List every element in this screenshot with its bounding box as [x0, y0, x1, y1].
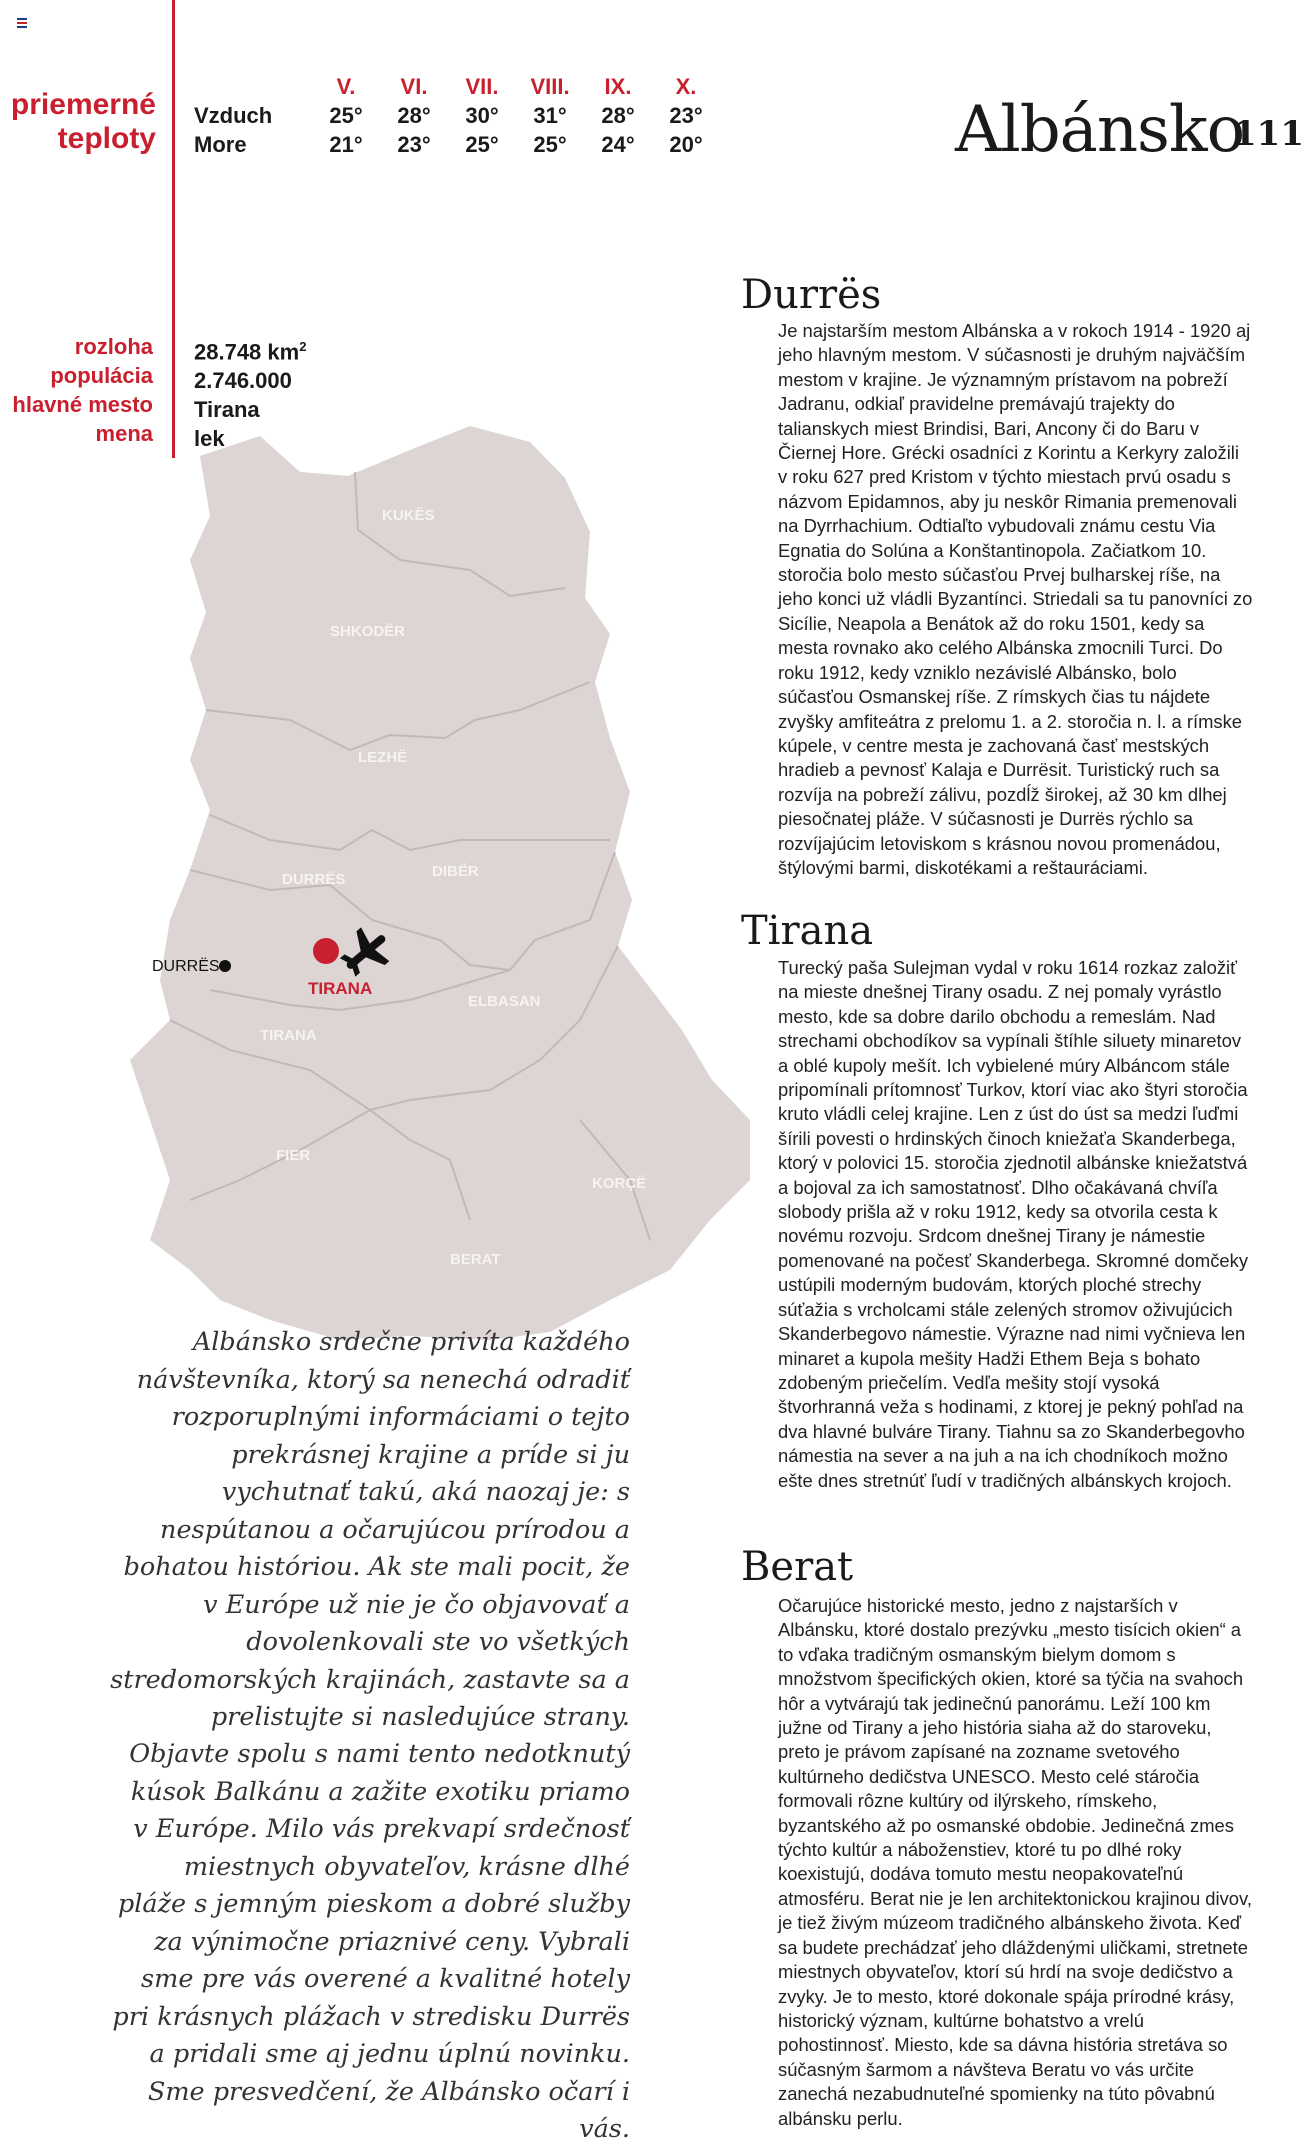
section-title-tirana: Tirana	[741, 908, 874, 954]
air-temp: 25°	[329, 103, 363, 128]
accent-divider	[172, 0, 175, 458]
month-cell: V.	[336, 74, 356, 99]
page-title: Albánsko	[955, 93, 1245, 167]
air-temp: 31°	[533, 103, 567, 128]
region-label: DIBËR	[432, 863, 479, 880]
durres-city-label: DURRËS	[152, 958, 220, 975]
region-label: FIER	[276, 1147, 311, 1164]
durres-city-dot	[219, 960, 231, 972]
fact-label-currency: mena	[95, 421, 153, 446]
hamburger-icon[interactable]	[17, 18, 27, 26]
fact-population: 2.746.000	[194, 368, 292, 394]
sea-temp: 25°	[533, 132, 567, 157]
region-label: BERAT	[450, 1251, 501, 1268]
fact-currency: lek	[194, 426, 225, 452]
temperatures-label	[0, 88, 156, 156]
section-text-tirana: Turecký paša Sulejman vydal v roku 1614 rozkaz založiť na mieste dnešnej Tirany osadu. Z nej pomaly vyrástlo mesto, kde sa dobre darilo obchodu a remeslám. Nad strechami obchodíkov sa vypínali štíhle siluety minaretov a oblé kupoly mešít. Ich vybielené múry Albáncom stále pripomínali prítomnosť Turkov, ktorí viac ako štyri storočia kruto vládli celej krajine. Len z úst do úst sa medzi ľuďmi šírili povesti o hrdinských činoch kniežaťa Skanderbega, ktorý v polovici 15. storočia zjednotil albánske kniežatstvá a bojoval za ich samostatnosť. Dlho očakávaná chvíľa slobody prišla až v roku 1912, kedy sa otvorila cesta k novému rozvoju. Srdcom dnešnej Tirany je námestie pomenované na počesť Skanderbega. Skromné domčeky ustúpili moderným budovám, ktorých ploché strechy súťažia s vrcholcami stále zelených stromov oživujúcich Skanderbegovo námestie. Výrazne nad nimi vyčnieva len minaret a kupola mešity Hadži Ethem Beja s bohato zdobeným priečelím. Vedľa mešity stojí vysoká štvorhranná veža s hodinami, z ktorej je pekný pohľad na dva hlavné bulváre Tirany. Tiahnu sa zo Skanderbegovho námestia na sever a na juh a na ich chodníkoch možno ešte dnes stretnúť ľudí v tradičných albánskych krojoch.	[778, 957, 1249, 1491]
sea-temp: 24°	[601, 132, 635, 157]
sea-temp: 20°	[669, 132, 703, 157]
fact-area-unit-exponent: 2	[299, 339, 307, 354]
sea-temp: 23°	[397, 132, 431, 157]
sea-row	[194, 130, 720, 159]
month-cell: VIII.	[530, 74, 570, 99]
month-cell: IX.	[604, 74, 632, 99]
albania-map	[110, 420, 750, 1340]
tirana-city-dot	[313, 938, 339, 964]
region-label: KORÇË	[592, 1175, 647, 1192]
section-title-berat: Berat	[741, 1544, 854, 1590]
intro-paragraph: Albánsko srdečne privíta každého návštevníka, ktorý sa nenechá odradiť rozporuplnými informáciami o tejto prekrásnej krajine a príde si ju vychutnať takú, aká naozaj je: s nespútanou a očarujúcou prírodou a bohatou históriou. Ak ste mali pocit, že v Európe už nie je čo objavovať a dovolenkovali ste vo všetkých stredomorských krajinách, zastavte sa a prelistujte si nasledujúce strany.	[110, 1327, 630, 1732]
air-temp: 28°	[397, 103, 431, 128]
fact-label-capital: hlavné mesto	[12, 392, 153, 417]
region-label: ELBASAN	[468, 993, 541, 1010]
tirana-city-label: TIRANA	[308, 979, 373, 998]
map-land	[130, 426, 750, 1340]
region-label: LEZHË	[358, 749, 408, 766]
air-temp: 23°	[669, 103, 703, 128]
section-text-berat: Očarujúce historické mesto, jedno z najstarších v Albánsku, ktoré dostalo prezývku „mesto tisícich okien“ a to vďaka tradičným osmanským bielym domom s množstvom špecifických okien, ktoré sa týčia na svahoch hôr a vytvárajú tak jedinečnú panorámu. Leží 100 km južne od Tirany a jeho história siaha až do staroveku, preto je právom zapísané na zozname svetového kultúrneho dedičstva UNESCO. Mesto celé stáročia formovali rôzne kultúry od ilýrskeho, rímskeho, byzantského až po osmanské obdobie. Jedinečná zmes týchto kultúr a náboženstiev, ktoré tu po dlhé roky koexistujú, dodáva tomuto mestu neopakovateľnú atmosféru. Berat nie je len architektonickou krajinou divov, je tiež živým múzeom tradičného albánskeho života. Keď sa budete prechádzať jeho dláždenými uličkami, stretnete miestnych obyvateľov, ktorí sú hrdí na svoje dedičstvo a zvyky. Je to mesto, ktoré dokonale spája prírodné krásy, historický význam, kultúrne bohatstvo a vrelú pohostinnosť. Miesto, kde sa dávna história stretáva so súčasným šarmom a návšteva Beratu vo vás určite zanechá nezabudnuteľné spomienky na túto pôvabnú albánsku perlu.	[778, 1595, 1252, 2129]
fact-area-value: 28.748 km	[194, 339, 300, 365]
months-row	[194, 72, 720, 101]
sea-label: More	[194, 132, 247, 157]
sea-temp: 25°	[465, 132, 499, 157]
section-title-durres: Durrës	[741, 272, 882, 318]
fact-capital: Tirana	[194, 397, 260, 423]
fact-area	[194, 332, 306, 366]
air-temp: 30°	[465, 103, 499, 128]
region-label: SHKODËR	[330, 623, 406, 640]
temperature-table	[194, 72, 720, 159]
month-cell: X.	[675, 74, 697, 99]
month-cell: VII.	[465, 74, 499, 99]
intro-paragraph: Objavte spolu s nami tento nedotknutý kúsok Balkánu a zažite exotiku priamo v Európe. Milo vás prekvapí srdečnosť miestnych obyvateľov, krásne dlhé pláže s jemným pieskom a dobré služby za výnimočne priaznivé ceny. Vybrali sme pre vás overené a kvalitné hotely pri krásnych plážach v stredisku Durrës a pridali sme aj jednu úplnú novinku. Sme presvedčení, že Albánsko očarí i vás.	[112, 1739, 630, 2144]
air-row	[194, 101, 720, 130]
section-text-durres: Je najstarším mestom Albánska a v rokoch 1914 - 1920 aj jeho hlavným mestom. V súčasnosti je druhým najväčším mestom v krajine. Je významným prístavom na pobreží Jadranu, odkiaľ pravidelne premávajú trajekty do talianskych miest Brindisi, Bari, Ancony či do Baru v Čiernej Hore. Grécki osadníci z Korintu a Kerkyry založili v roku 627 pred Kristom v týchto miestach prvú osadu s názvom Epidamnos, aby ju neskôr Rimania premenovali na Dyrrhachium. Odtiaľto vybudovali známu cestu Via Egnatia do Solúna a Konštantinopola. Začiatkom 10. storočia bolo mesto súčasťou Prvej bulharskej ríše, na jeho konci už vládli Byzantínci. Striedali sa tu panovníci zo Sicílie, Neapola a Benátok až do roku 1501, kedy sa mesta rovnako ako celého Albánska zmocnili Turci. Do roku 1912, kedy vzniklo nezávislé Albánsko, bolo súčasťou Osmanskej ríše. Z rímskych čias tu nájdete zvyšky amfiteátra z prelomu 1. a 2. storočia n. l. a rímske kúpele, v centre mesta je zachovaná časť mestských hradieb a pevnosť Kalaja e Durrësit. Turistický ruch sa rozvíja na pobreží zálivu, pozdĺž širokej, až 30 km dlhej piesočnatej pláže. V súčasnosti je Durrës rýchlo sa rozvíjajúcim letoviskom s krásnou novou promenádou, štýlovými barmi, diskotékami a reštauráciami.	[778, 320, 1253, 878]
month-cell: VI.	[400, 74, 428, 99]
temperatures-label-text: priemerné teploty	[10, 88, 156, 155]
page-number: 111	[1233, 114, 1304, 154]
fact-label-area: rozloha	[74, 334, 153, 359]
air-temp: 28°	[601, 103, 635, 128]
region-label: KUKËS	[382, 507, 435, 524]
region-label: DURRËS	[282, 871, 346, 888]
fact-label-population: populácia	[50, 363, 153, 388]
sea-temp: 21°	[329, 132, 363, 157]
region-label: TIRANA	[260, 1027, 317, 1044]
air-label: Vzduch	[194, 103, 273, 128]
